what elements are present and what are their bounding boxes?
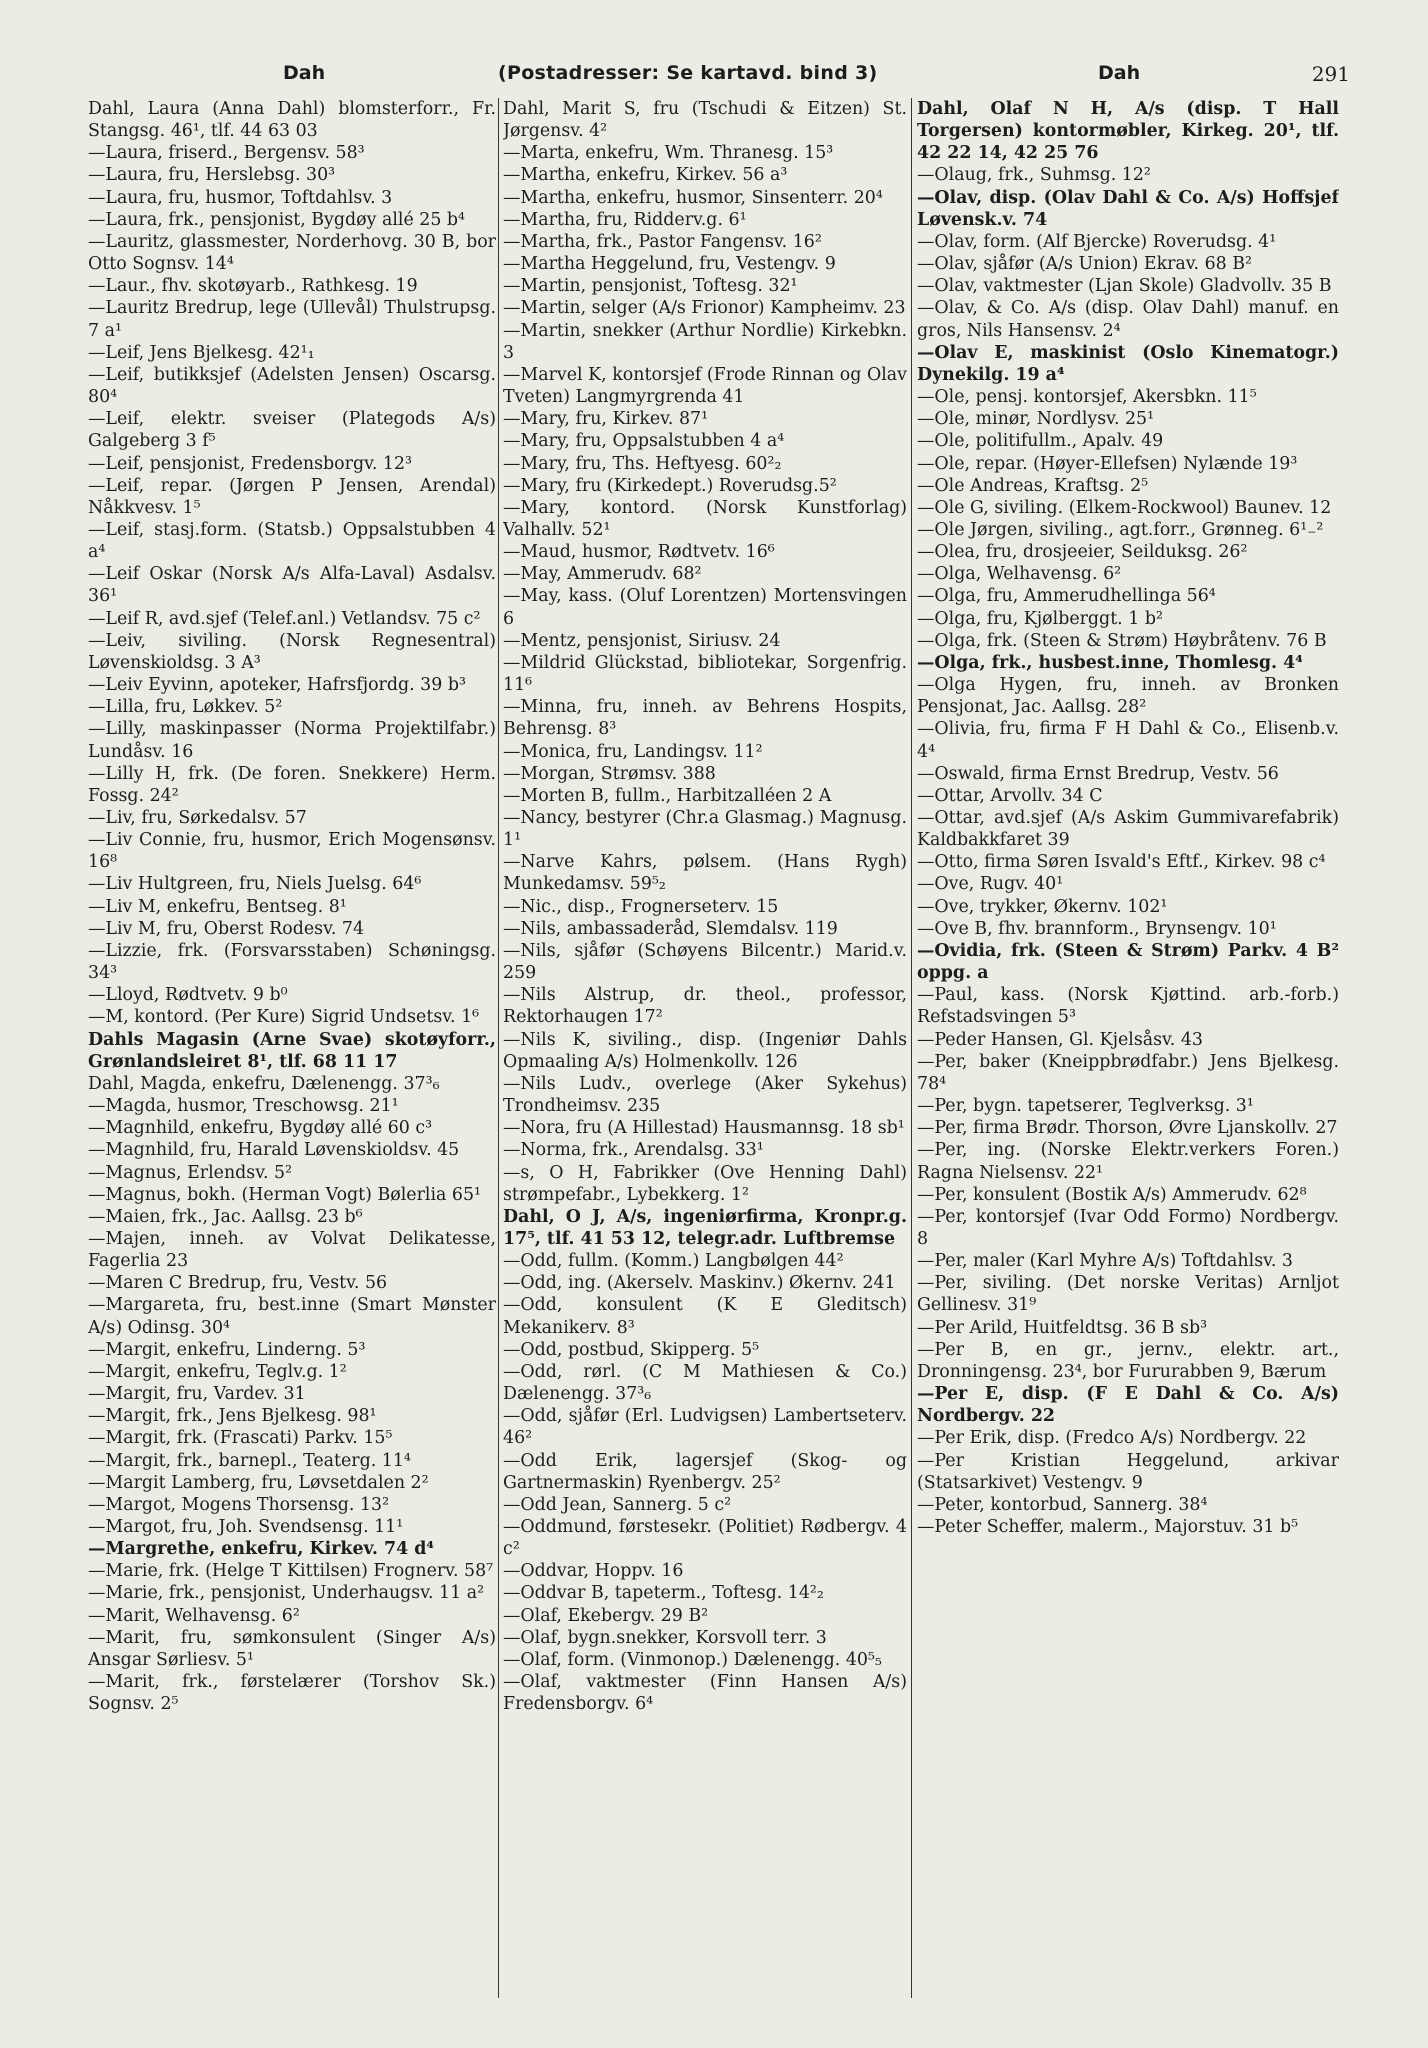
directory-entry: —Per, kontorsjef (Ivar Odd Formo) Nordbergv. 8 (917, 1206, 1339, 1249)
directory-entry: —Mary, kontord. (Norsk Kunstforlag) Valhallv. 52¹ (503, 497, 907, 540)
directory-entry: —Leif, Jens Bjelkesg. 42¹₁ (88, 342, 315, 363)
directory-entry: —s, O H, Fabrikker (Ove Henning Dahl) strømpefabr., Lybekkerg. 1² (503, 1162, 907, 1205)
directory-entry: Dahl, Olaf N H, A/s (disp. T Hall Torgersen) kontormøbler, Kirkeg. 20¹, tlf. 42 22 14, 42 25 76 (917, 99, 1339, 164)
directory-column-3 (917, 98, 1339, 2030)
directory-entry: —Marit, Welhavensg. 6² (88, 1605, 300, 1626)
directory-entry: —Olga, frk., husbest.inne, Thomlesg. 4⁴ (917, 652, 1303, 673)
header-left-keyword: Dah (283, 62, 326, 84)
directory-entry: —Maien, frk., Jac. Aallsg. 23 b⁶ (88, 1206, 363, 1227)
directory-entry: —Liv, fru, Sørkedalsv. 57 (88, 808, 307, 828)
header-right-keyword: Dah (1098, 62, 1141, 84)
directory-entry: —Olga, fru, Ammerudhellinga 56⁴ (917, 586, 1216, 607)
directory-entry: —Ove, trykker, Økernv. 102¹ (917, 896, 1168, 917)
directory-entry: —Lilly H, frk. (De foren. Snekkere) Herm. Fossg. 24² (88, 763, 496, 806)
directory-entry: —Paul, kass. (Norsk Kjøttind. arb.-forb.) Refstadsvingen 5³ (917, 985, 1339, 1028)
directory-entry: —Magnus, Erlendsv. 5² (88, 1162, 293, 1183)
directory-entry: —Per, bygn. tapetserer, Teglverksg. 3¹ (917, 1096, 1254, 1117)
directory-entry: —Peder Hansen, Gl. Kjelsåsv. 43 (917, 1029, 1203, 1050)
directory-entry: —Leiv, siviling. (Norsk Regnesentral) Løvenskioldsg. 3 A³ (88, 630, 496, 673)
directory-entry: —May, Ammerudv. 68² (503, 564, 702, 585)
directory-entry: —Morgan, Strømsv. 388 (503, 763, 716, 784)
directory-entry: —Nora, fru (A Hillestad) Hausmannsg. 18 sb¹ (503, 1118, 905, 1139)
directory-entry: —Lauritz, glassmester, Norderhovg. 30 B, bor Otto Sognsv. 14⁴ (88, 231, 496, 275)
column-divider (911, 98, 912, 1998)
directory-entry: —Marit, fru, sømkonsulent (Singer A/s) Ansgar Sørliesv. 5¹ (88, 1627, 496, 1670)
directory-entry: —Norma, frk., Arendalsg. 33¹ (503, 1140, 764, 1161)
directory-entry: —Magnhild, enkefru, Bygdøy allé 60 c³ (88, 1118, 433, 1139)
directory-entry: —Margit Lamberg, fru, Løvsetdalen 2² (88, 1472, 429, 1493)
directory-entry: —Majen, inneh. av Volvat Delikatesse, Fagerlia 23 (88, 1228, 496, 1272)
directory-entry: —Odd, fullm. (Komm.) Langbølgen 44² (503, 1251, 844, 1272)
directory-entry: —Maren C Bredrup, fru, Vestv. 56 (88, 1273, 388, 1294)
directory-entry: —Leif, repar. (Jørgen P Jensen, Arendal) Nåkkvesv. 1⁵ (88, 475, 496, 518)
directory-entry: —Leif R, avd.sjef (Telef.anl.) Vetlandsv. 75 c² (88, 608, 481, 629)
directory-entry: —Odd, postbud, Skipperg. 5⁵ (503, 1339, 760, 1360)
directory-entry: —Martin, selger (A/s Frionor) Kampheimv. 23 (503, 298, 906, 319)
directory-entry: —Nils K, siviling., disp. (Ingeniør Dahls Opmaaling A/s) Holmenkollv. 126 (503, 1029, 907, 1072)
directory-entry: —Ole, pensj. kontorsjef, Akersbkn. 11⁵ (917, 387, 1257, 408)
directory-entry: —Olea, fru, drosjeeier, Seilduksg. 26² (917, 542, 1248, 563)
directory-entry: —Lizzie, frk. (Forsvarsstaben) Schøningsg. 34³ (88, 940, 496, 984)
directory-column-2 (503, 98, 907, 2030)
directory-entry: —Oddvar, Hoppv. 16 (503, 1561, 684, 1582)
directory-entry: —Leif, pensjonist, Fredensborgv. 12³ (88, 453, 412, 474)
directory-entry: —Laura, frk., pensjonist, Bygdøy allé 25 b⁴ (88, 209, 466, 230)
directory-entry: —Olivia, fru, firma F H Dahl & Co., Elisenb.v. 4⁴ (917, 719, 1339, 762)
directory-entry: —Olav, & Co. A/s (disp. Olav Dahl) manuf. en gros, Nils Hansensv. 2⁴ (917, 298, 1339, 341)
directory-entry: —Liv M, fru, Oberst Rodesv. 74 (88, 918, 365, 939)
directory-entry: —Leif, stasj.form. (Statsb.) Oppsalstubben 4 a⁴ (88, 519, 496, 563)
directory-entry: —Marvel K, kontorsjef (Frode Rinnan og Olav Tveten) Langmyrgrenda 41 (503, 364, 907, 408)
directory-column-1 (88, 98, 496, 2030)
directory-entry: —Peter, kontorbud, Sannerg. 38⁴ (917, 1494, 1208, 1515)
directory-entry: —Laura, friserd., Bergensv. 58³ (88, 143, 365, 164)
directory-entry: Dahl, Marit S, fru (Tschudi & Eitzen) St. Jørgensv. 4² (503, 99, 907, 142)
directory-entry: —Oddmund, førstesekr. (Politiet) Rødbergv. 4 c² (503, 1517, 907, 1560)
directory-entry: —Nancy, bestyrer (Chr.a Glasmag.) Magnusg. 1¹ (503, 808, 907, 851)
directory-entry: —Odd, sjåfør (Erl. Ludvigsen) Lambertseterv. 46² (503, 1406, 907, 1449)
directory-entry: —Martha, fru, Ridderv.g. 6¹ (503, 209, 747, 230)
directory-entry: —Otto, firma Søren Isvald's Eftf., Kirkev. 98 c⁴ (917, 852, 1326, 873)
directory-entry: —Lilla, fru, Løkkev. 5² (88, 697, 283, 718)
directory-entry: —Odd, ing. (Akerselv. Maskinv.) Økernv. 241 (503, 1273, 896, 1294)
directory-entry: —Margrethe, enkefru, Kirkev. 74 d⁴ (88, 1539, 435, 1560)
directory-entry: —Magnhild, fru, Harald Løvenskioldsv. 45 (88, 1140, 460, 1161)
directory-entry: —Lilly, maskinpasser (Norma Projektilfabr.) Lundåsv. 16 (88, 719, 496, 762)
directory-entry: —Ole G, siviling. (Elkem-Rockwool) Baunev. 12 (917, 497, 1332, 518)
directory-entry: —Maud, husmor, Rødtvetv. 16⁶ (503, 542, 775, 563)
directory-entry: —Lloyd, Rødtvetv. 9 b⁰ (88, 985, 288, 1006)
directory-entry: —Margit, enkefru, Linderng. 5³ (88, 1339, 366, 1360)
directory-entry: —Ove, Rugv. 40¹ (917, 874, 1064, 895)
directory-entry: —Per, baker (Kneippbrødfabr.) Jens Bjelkesg. 78⁴ (917, 1051, 1339, 1094)
directory-entry: —Per, konsulent (Bostik A/s) Ammerudv. 62⁸ (917, 1184, 1307, 1205)
directory-entry: —Mildrid Glückstad, bibliotekar, Sorgenfrig. 11⁶ (503, 652, 907, 696)
directory-entry: —Peter Scheffer, malerm., Majorstuv. 31 b⁵ (917, 1517, 1299, 1537)
directory-entry: —Ole, repar. (Høyer-Ellefsen) Nylænde 19³ (917, 453, 1298, 474)
directory-entry: —Odd, rørl. (C M Mathiesen & Co.) Dælenengg. 37³₆ (503, 1361, 907, 1405)
directory-entry: —Olga, Welhavensg. 6² (917, 564, 1122, 585)
directory-entry: —Laura, fru, husmor, Toftdahlsv. 3 (88, 187, 393, 208)
directory-entry: Dahls Magasin (Arne Svae) skotøyforr., Grønlandsleiret 8¹, tlf. 68 11 17 (88, 1029, 496, 1072)
directory-entry: —Olav, vaktmester (Ljan Skole) Gladvollv. 35 B (917, 276, 1332, 297)
page-number: 291 (1311, 62, 1350, 86)
directory-entry: —Oddvar B, tapeterm., Toftesg. 14²₂ (503, 1583, 824, 1604)
directory-entry: —Mentz, pensjonist, Siriusv. 24 (503, 630, 781, 651)
directory-entry: —Olaf, Ekebergv. 29 B² (503, 1605, 709, 1626)
directory-entry: —Martha, enkefru, Kirkev. 56 a³ (503, 165, 788, 186)
directory-entry: —Olaf, vaktmester (Finn Hansen A/s) Fredensborgv. 6⁴ (503, 1672, 907, 1715)
directory-entry: —Martha, enkefru, husmor, Sinsenterr. 20⁴ (503, 187, 883, 208)
directory-entry: —Olga, fru, Kjølberggt. 1 b² (917, 608, 1163, 629)
directory-entry: —Mary, fru (Kirkedept.) Roverudsg.5² (503, 475, 837, 496)
header-postal-note: (Postadresser: Se kartavd. bind 3) (498, 62, 878, 84)
directory-entry: —Marta, enkefru, Wm. Thranesg. 15³ (503, 143, 834, 164)
directory-entry: —Magda, husmor, Treschowsg. 21¹ (88, 1096, 399, 1117)
directory-entry: —Olga Hygen, fru, inneh. av Bronken Pensjonat, Jac. Aallsg. 28² (917, 675, 1339, 718)
directory-entry: —Leif, butikksjef (Adelsten Jensen) Oscarsg. 80⁴ (88, 364, 496, 408)
directory-entry: —Margareta, fru, best.inne (Smart Mønster A/s) Odinsg. 30⁴ (88, 1295, 496, 1338)
directory-entry: —M, kontord. (Per Kure) Sigrid Undsetsv. 1⁶ (88, 1007, 480, 1028)
directory-entry: —Morten B, fullm., Harbitzalléen 2 A (503, 785, 832, 806)
directory-entry: —Ovidia, frk. (Steen & Strøm) Parkv. 4 B² oppg. a (917, 940, 1339, 984)
directory-entry: —Margot, Mogens Thorsensg. 13² (88, 1494, 390, 1515)
directory-entry: Dahl, Laura (Anna Dahl) blomsterforr., Fr. Stangsg. 46¹, tlf. 44 63 03 (88, 99, 496, 142)
directory-entry: —Per Arild, Huitfeldtsg. 36 B sb³ (917, 1317, 1208, 1338)
directory-entry: —Ove B, fhv. brannform., Brynsengv. 10¹ (917, 918, 1277, 939)
directory-entry: —Liv Connie, fru, husmor, Erich Mogensønsv. 16⁸ (88, 830, 496, 873)
directory-entry: —Olav E, maskinist (Oslo Kinematogr.) Dynekilg. 19 a⁴ (917, 342, 1339, 385)
directory-entry: —Olaf, bygn.snekker, Korsvoll terr. 3 (503, 1627, 827, 1648)
directory-entry: —Narve Kahrs, pølsem. (Hans Rygh) Munkedamsv. 59⁵₂ (503, 852, 907, 895)
directory-entry: —Martin, snekker (Arthur Nordlie) Kirkebkn. 3 (503, 320, 907, 363)
directory-entry: —Margot, fru, Joh. Svendsensg. 11¹ (88, 1517, 404, 1537)
directory-entry: —Olaug, frk., Suhmsg. 12² (917, 165, 1151, 186)
directory-entry: —Odd, konsulent (K E Gleditsch) Mekanikerv. 8³ (503, 1295, 907, 1338)
directory-entry: —Per, firma Brødr. Thorson, Øvre Ljanskollv. 27 (917, 1118, 1338, 1139)
directory-entry: —Per, maler (Karl Myhre A/s) Toftdahlsv. 3 (917, 1251, 1293, 1272)
directory-entry: —Oswald, firma Ernst Bredrup, Vestv. 56 (917, 763, 1279, 784)
directory-entry: —Mary, fru, Oppsalstubben 4 a⁴ (503, 431, 785, 452)
directory-entry: —Ole, minør, Nordlysv. 25¹ (917, 409, 1155, 430)
directory-entry: —Leif, elektr. sveiser (Plategods A/s) Galgeberg 3 f⁵ (88, 409, 496, 452)
directory-entry: —Olga, frk. (Steen & Strøm) Høybråtenv. 76 B (917, 630, 1327, 651)
directory-entry: —Leif Oskar (Norsk A/s Alfa-Laval) Asdalsv. 36¹ (88, 564, 496, 607)
directory-entry: —Liv Hultgreen, fru, Niels Juelsg. 64⁶ (88, 874, 422, 895)
directory-entry: —Olav, sjåfør (A/s Union) Ekrav. 68 B² (917, 254, 1253, 275)
directory-entry: —May, kass. (Oluf Lorentzen) Mortensvingen 6 (503, 586, 907, 629)
directory-entry: —Olaf, form. (Vinmonop.) Dælenengg. 40⁵₅ (503, 1649, 882, 1670)
directory-entry: —Olav, form. (Alf Bjercke) Roverudsg. 4¹ (917, 231, 1277, 252)
directory-entry: —Nils Alstrup, dr. theol., professor, Rektorhaugen 17² (503, 985, 907, 1028)
directory-entry: —Marie, frk. (Helge T Kittilsen) Frognerv. 58⁷ (88, 1561, 494, 1582)
directory-entry: —Lauritz Bredrup, lege (Ullevål) Thulstrupsg. 7 a¹ (88, 298, 496, 341)
directory-entry: —Martha Heggelund, fru, Vestengv. 9 (503, 254, 836, 275)
column-divider (498, 98, 499, 1998)
directory-entry: —Margit, fru, Vardev. 31 (88, 1384, 306, 1405)
directory-entry: —Per Kristian Heggelund, arkivar (Statsarkivet) Vestengv. 9 (917, 1450, 1339, 1493)
directory-entry: —Nils, sjåfør (Schøyens Bilcentr.) Marid.v. 259 (503, 940, 907, 984)
directory-entry: —Monica, fru, Landingsv. 11² (503, 741, 763, 762)
directory-entry: —Ottar, avd.sjef (A/s Askim Gummivarefabrik) Kaldbakkfaret 39 (917, 808, 1339, 851)
directory-entry: —Mary, fru, Kirkev. 87¹ (503, 409, 709, 430)
directory-entry: —Leiv Eyvinn, apoteker, Hafrsfjordg. 39 b³ (88, 675, 466, 696)
directory-entry: —Margit, frk., barnepl., Teaterg. 11⁴ (88, 1450, 411, 1471)
directory-entry: —Nils, ambassaderåd, Slemdalsv. 119 (503, 918, 838, 939)
directory-entry: —Martha, frk., Pastor Fangensv. 16² (503, 231, 822, 252)
directory-entry: Dahl, O J, A/s, ingeniørfirma, Kronpr.g. 17⁵, tlf. 41 53 12, telegr.adr. Luftbremse (503, 1206, 907, 1249)
directory-entry: —Margit, frk., Jens Bjelkesg. 98¹ (88, 1406, 377, 1427)
directory-entry: —Ottar, Arvollv. 34 C (917, 785, 1103, 806)
directory-entry: —Olav, disp. (Olav Dahl & Co. A/s) Hoffsjef Løvensk.v. 74 (917, 187, 1339, 230)
directory-entry: —Ole Andreas, Kraftsg. 2⁵ (917, 475, 1149, 496)
directory-entry: —Per B, en gr., jernv., elektr. art., Dronningensg. 23⁴, bor Fururabben 9, Bærum (917, 1339, 1339, 1382)
page-header (88, 58, 1350, 92)
directory-entry: —Liv M, enkefru, Bentseg. 8¹ (88, 896, 347, 917)
directory-entry: —Per, siviling. (Det norske Veritas) Arnljot Gellinesv. 31⁹ (917, 1273, 1339, 1316)
directory-entry: —Margit, enkefru, Teglv.g. 1² (88, 1361, 347, 1382)
directory-entry: —Mary, fru, Ths. Heftyesg. 60²₂ (503, 453, 782, 474)
directory-entry: —Marie, frk., pensjonist, Underhaugsv. 11 a² (88, 1583, 485, 1604)
directory-entry: —Odd Erik, lagersjef (Skog- og Gartnermaskin) Ryenbergv. 25² (503, 1450, 907, 1493)
directory-entry: —Nils Ludv., overlege (Aker Sykehus) Trondheimsv. 235 (503, 1073, 907, 1117)
directory-entry: —Ole, politifullm., Apalv. 49 (917, 431, 1164, 452)
directory-entry: —Margit, frk. (Frascati) Parkv. 15⁵ (88, 1428, 393, 1449)
directory-entry: Dahl, Magda, enkefru, Dælenengg. 37³₆ (88, 1073, 440, 1094)
directory-entry: —Per Erik, disp. (Fredco A/s) Nordbergv. 22 (917, 1428, 1307, 1449)
directory-entry: —Magnus, bokh. (Herman Vogt) Bølerlia 65¹ (88, 1184, 482, 1205)
directory-entry: —Martin, pensjonist, Toftesg. 32¹ (503, 276, 798, 297)
directory-entry: —Marit, frk., førstelærer (Torshov Sk.) Sognsv. 2⁵ (88, 1672, 496, 1715)
directory-entry: —Laur., fhv. skotøyarb., Rathkesg. 19 (88, 276, 418, 297)
directory-entry: —Nic., disp., Frognerseterv. 15 (503, 896, 779, 917)
directory-entry: —Minna, fru, inneh. av Behrens Hospits, Behrensg. 8³ (503, 697, 907, 740)
directory-entry: —Per E, disp. (F E Dahl & Co. A/s) Nordbergv. 22 (917, 1384, 1339, 1427)
directory-entry: —Odd Jean, Sannerg. 5 c² (503, 1494, 732, 1515)
directory-entry: —Per, ing. (Norske Elektr.verkers Foren.) Ragna Nielsensv. 22¹ (917, 1140, 1339, 1183)
directory-entry: —Laura, fru, Herslebsg. 30³ (88, 165, 336, 186)
directory-entry: —Ole Jørgen, siviling., agt.forr., Grønneg. 6¹₋² (917, 519, 1324, 540)
